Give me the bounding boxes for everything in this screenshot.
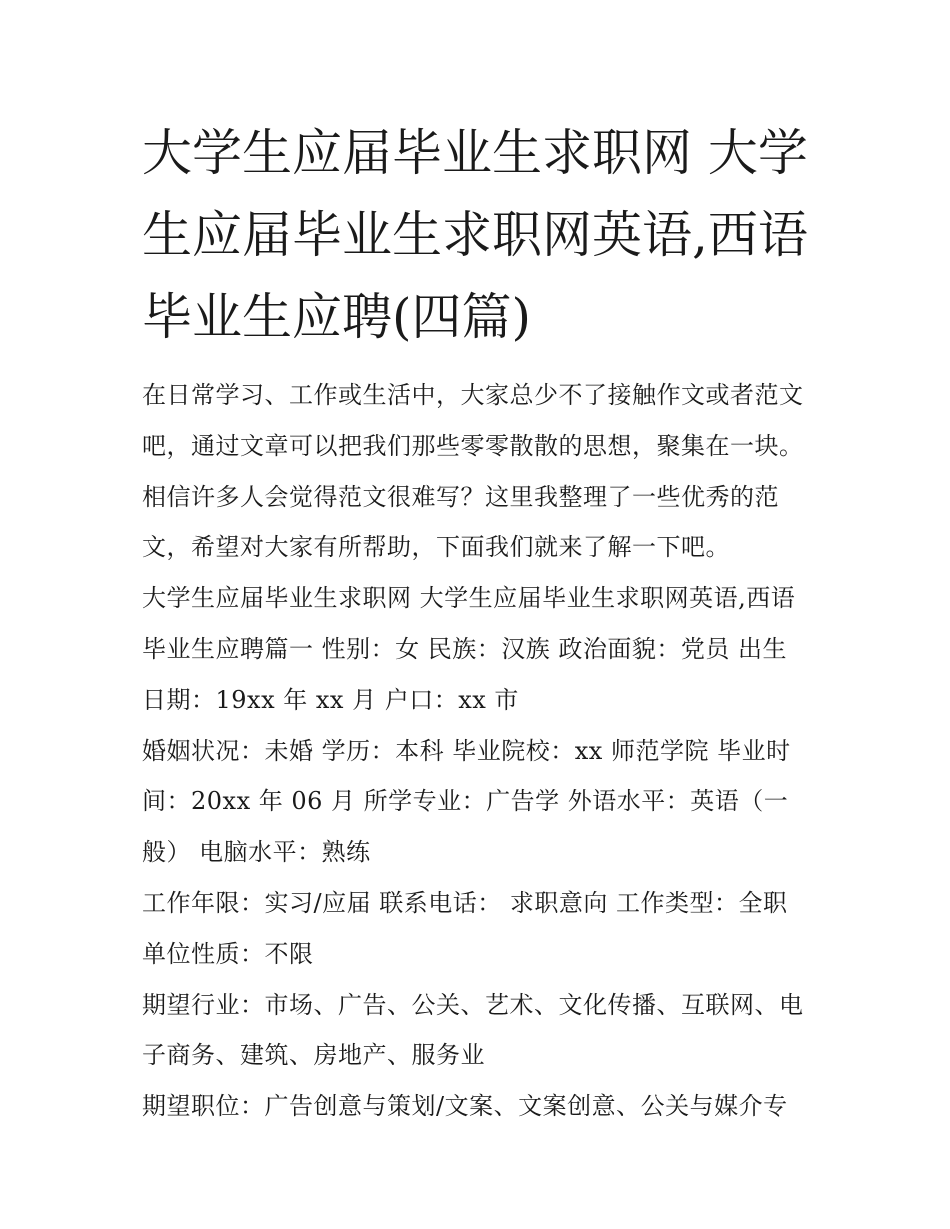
body-line: 婚姻状况：未婚 学历：本科 毕业院校：xx 师范学院 毕业时: [142, 736, 791, 765]
body-line: 单位性质：不限: [142, 939, 314, 968]
document-page: [142, 112, 822, 1132]
document-title: [142, 112, 822, 358]
body-line: 工作年限：实习/应届 联系电话： 求职意向 工作类型：全职: [142, 888, 788, 917]
title-line: 生应届毕业生求职网英语,西语: [142, 206, 808, 264]
body-line: 在日常学习、工作或生活中，大家总少不了接触作文或者范文: [142, 381, 804, 409]
body-line: 日期：19xx 年 xx 月 户口：xx 市: [142, 685, 519, 714]
body-line: 期望职位：广告创意与策划/文案、文案创意、公关与媒介专: [142, 1092, 788, 1121]
body-line: 大学生应届毕业生求职网 大学生应届毕业生求职网英语,西语: [142, 584, 796, 613]
body-line: 相信许多人会觉得范文很难写？这里我整理了一些优秀的范: [142, 482, 779, 511]
title-line: 大学生应届毕业生求职网 大学: [142, 124, 808, 182]
body-line: 般） 电脑水平：熟练: [142, 838, 371, 867]
body-line: 间：20xx 年 06 月 所学专业：广告学 外语水平：英语（一: [142, 787, 789, 816]
body-line: 吧，通过文章可以把我们那些零零散散的思想，聚集在一块。: [142, 431, 804, 460]
body-line: 毕业生应聘篇一 性别：女 民族：汉族 政治面貌：党员 出生: [142, 634, 788, 663]
body-line: 文，希望对大家有所帮助，下面我们就来了解一下吧。: [142, 533, 730, 562]
title-line: 毕业生应聘(四篇): [142, 288, 532, 346]
document-body: [142, 370, 822, 1132]
body-line: 期望行业：市场、广告、公关、艺术、文化传播、互联网、电: [142, 990, 804, 1019]
body-line: 子商务、建筑、房地产、服务业: [142, 1041, 485, 1070]
